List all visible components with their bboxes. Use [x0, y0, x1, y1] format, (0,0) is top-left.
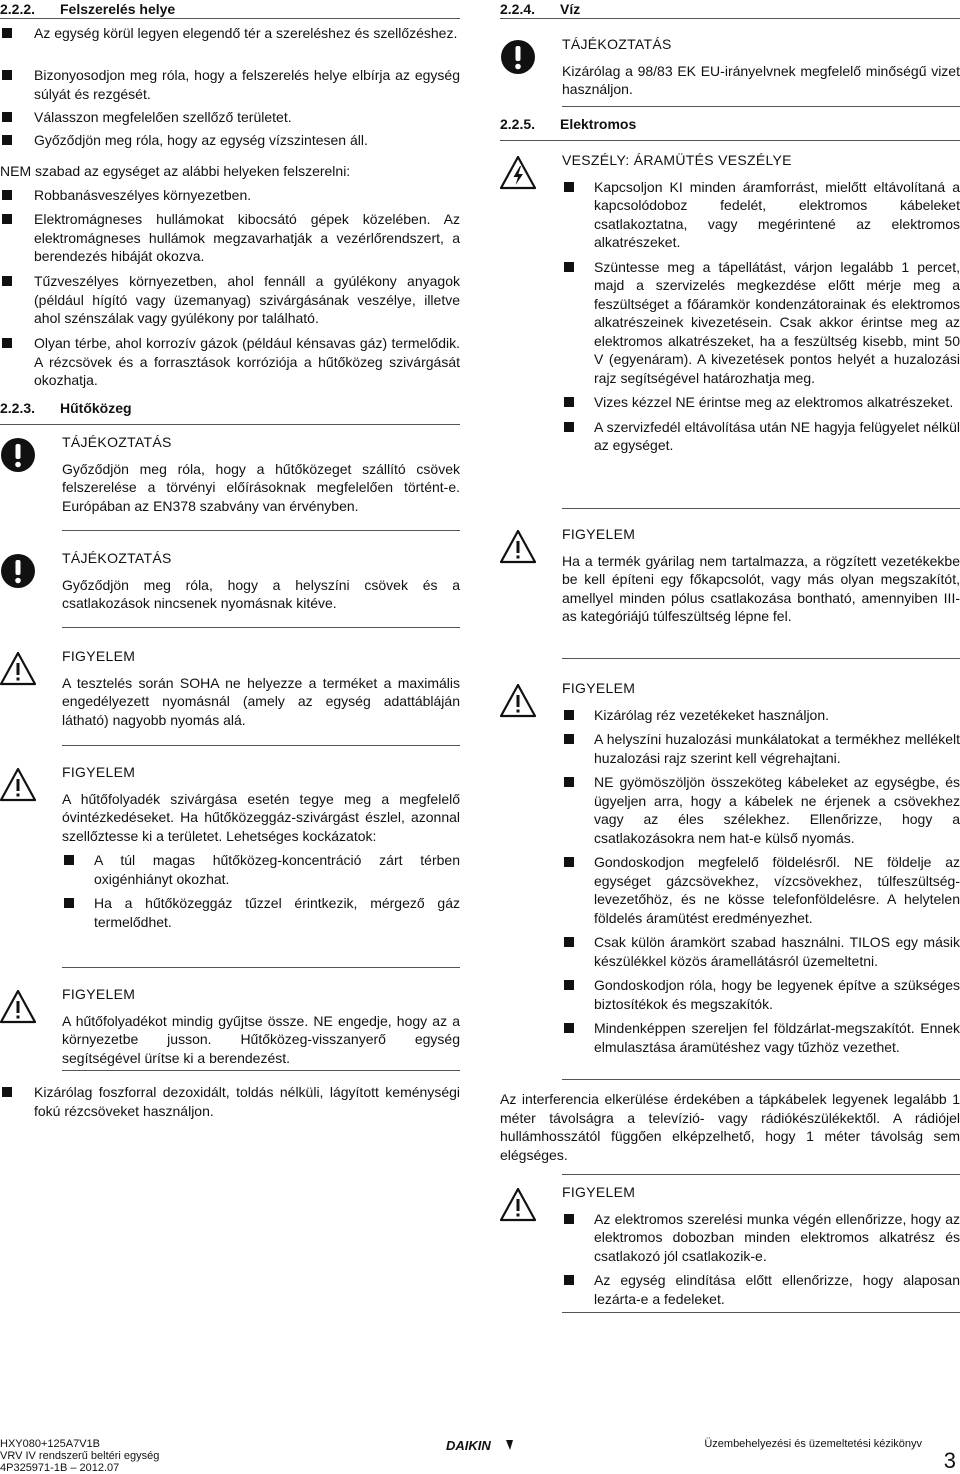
notice-body: Kizárólag a 98/83 EK EU-irányelvnek megfelelő minőségű vizet használjon. — [562, 62, 960, 97]
notice-box — [500, 525, 960, 626]
product-name: VRV IV rendszerű beltéri egység — [0, 1450, 160, 1462]
list-item: A helyszíni huzalozási munkálatokat a termékhez mellékelt huzalozási rajz szerint kell végrehajtani. — [562, 730, 960, 767]
list-item: Bizonyosodjon meg róla, hogy a felszerelés helye elbírja az egység súlyát és rezgését. — [0, 66, 460, 103]
document-code: 4P325971-1B – 2012.07 — [0, 1462, 120, 1474]
list-item: Az elektromos szerelési munka végén ellenőrizze, hogy az elektromos dobozban minden elektromos alkatrész és csatlakozó jól csatlakozik-e. — [562, 1210, 960, 1266]
brand-text: DAIKIN — [446, 1438, 491, 1452]
list-item: Kapcsoljon KI minden áramforrást, mielőtt eltávolítaná a kapcsolódoboz fedelét, elektromos kábeleket csatlakoztatna, vagy megérintené az elektromos alkatrészeket. — [562, 178, 960, 252]
footer-left — [0, 1438, 159, 1474]
notice-body: A tesztelés során SOHA ne helyezze a terméket a maximális engedélyezett nyomásnál (amely az egység adattábláján látható) nagyobb nyomás alá. — [62, 674, 460, 728]
list-item: Vizes kézzel NE érintse meg az elektromos alkatrészeket. — [562, 393, 960, 412]
notice-title: FIGYELEM — [562, 680, 636, 696]
exclamation-circle-icon — [500, 39, 536, 75]
list-item: Csak külön áramkört szabad használni. TILOS egy másik készülékkel közös áramellátásról üzemeltetni. — [562, 933, 960, 970]
section-title: Felszerelés helye — [60, 1, 176, 17]
warning-triangle-icon — [500, 529, 536, 565]
model-number: HXY080+125A7V1B — [0, 1438, 100, 1450]
divider — [62, 530, 460, 531]
notice-box — [500, 151, 960, 455]
notice-box — [0, 647, 460, 729]
divider — [562, 1079, 960, 1080]
paragraph: NEM szabad az egységet az alábbi helyeken felszerelni: — [0, 163, 351, 179]
electric-shock-triangle-icon — [500, 155, 536, 191]
manual-title: Üzembehelyezési és üzemeltetési kézikönyv — [704, 1438, 922, 1450]
list-item: NE gyömöszöljön összeköteg kábeleket az egységbe, és ügyeljen arra, hogy a kábelek ne érjenek a csövekhez vagy az éles szélekhez. Ellenőrizze, hogy a csatlakozásokra nem hat-e külső nyomás. — [562, 773, 960, 847]
notice-box — [500, 1183, 960, 1308]
paragraph: Az interferencia elkerülése érdekében a tápkábelek legyenek legalább 1 méter távolságra a televízió- vagy rádiókészülékektől. A rádiójel hullámhosszától függően elképzelhető, hogy 1 méter távolság sem elégséges. — [500, 1091, 960, 1163]
notice-title: TÁJÉKOZTATÁS — [562, 36, 672, 52]
list-item: Gondoskodjon megfelelő földelésről. NE földelje az egységet gázcsövekhez, vízcsövekhez, túlfeszültség-levezetőhöz, és ne kösse telefonföldelésre. A helytelen földelés áramütést eredményezhet. — [562, 853, 960, 927]
notice-box — [0, 433, 460, 515]
list-item: Tűzveszélyes környezetben, ahol fennáll a gyúlékony anyagok (például hígító vagy üzemanyag) szivárgásának veszélye, illetve ahol szénszálak vagy gyúlékony por található. — [0, 272, 460, 328]
divider — [500, 18, 960, 19]
section-number: 2.2.2. — [0, 1, 36, 17]
section-2-2-5-heading — [500, 115, 636, 133]
list-item: A túl magas hűtőközeg-koncentráció zárt térben oxigénhiányt okozhat. — [62, 851, 460, 888]
notice-title: FIGYELEM — [62, 648, 136, 664]
divider — [62, 967, 460, 968]
notice-title: FIGYELEM — [62, 764, 136, 780]
section-title: Hűtőközeg — [60, 400, 132, 416]
section-2-2-2-heading — [0, 0, 175, 18]
divider — [562, 1174, 960, 1175]
page-footer — [0, 1436, 960, 1474]
list-item: Az egység körül legyen elegendő tér a szereléshez és szellőzéshez. — [0, 24, 460, 43]
list-item: Mindenképpen szereljen fel földzárlat-megszakítót. Ennek elmulasztása áramütéshez vagy tűzhöz vezethet. — [562, 1019, 960, 1056]
notice-body: A hűtőfolyadékot mindig gyűjtse össze. NE engedje, hogy az a környezetbe jusson. Hűtőközeg-visszanyerő egység segítségével ürítse ki a berendezést. — [62, 1012, 460, 1066]
list-item: Kizárólag réz vezetékeket használjon. — [562, 706, 960, 725]
warning-triangle-icon — [0, 989, 36, 1025]
notice-body: A hűtőfolyadék szivárgása esetén tegye meg a megfelelő óvintézkedéseket. Ha hűtőközeggáz-szivárgást észlel, azonnal szellőztesse ki a területet. Lehetséges kockázatok: — [62, 790, 460, 844]
section-2-2-3-heading — [0, 399, 132, 417]
section-title: Elektromos — [560, 116, 637, 132]
daikin-logo — [446, 1438, 514, 1452]
divider — [62, 627, 460, 628]
list-item: Válasszon megfelelően szellőző területet. — [0, 108, 460, 127]
notice-box — [0, 763, 460, 931]
exclamation-circle-icon — [0, 553, 36, 589]
section-number: 2.2.5. — [500, 116, 536, 132]
divider — [562, 658, 960, 659]
warning-triangle-icon — [0, 651, 36, 687]
list-item: Szüntesse meg a tápellátást, várjon legalább 1 percet, majd a szervizelés megkezdése előtt mérje meg a feszültséget a főáramkör kondenzátorainak és elektromos alkatrészeinek kivezetésein. Csak akkor érintse meg az elektromos alkatrészeket, ha a feszültség kisebb, mint 50 V (egyenáram). A kivezetések pontos helyét a huzalozási rajz segítségével határozhatja meg. — [562, 258, 960, 388]
divider — [562, 106, 960, 107]
notice-box — [500, 35, 960, 99]
list-item: Robbanásveszélyes környezetben. — [0, 186, 460, 205]
list-item: Az egység elindítása előtt ellenőrizze, hogy alaposan lezárta-e a fedeleket. — [562, 1271, 960, 1308]
list-item: Kizárólag foszforral dezoxidált, toldás nélküli, lágyított keménységi fokú rézcsöveket használjon. — [0, 1083, 460, 1120]
notice-title: FIGYELEM — [562, 1184, 636, 1200]
warning-triangle-icon — [500, 683, 536, 719]
notice-body: Győződjön meg róla, hogy a helyszíni csövek és a csatlakozások nincsenek nyomásnak kitéve. — [62, 576, 460, 611]
notice-title: TÁJÉKOZTATÁS — [62, 550, 172, 566]
notice-body: Győződjön meg róla, hogy a hűtőközeget szállító csövek felszerelése a törvényi előírásoknak megfelelően történt-e. Európában az EN378 szabvány van érvényben. — [62, 460, 460, 514]
divider — [0, 18, 460, 19]
notice-box — [0, 985, 460, 1067]
notice-box — [0, 549, 460, 613]
section-2-2-4-heading — [500, 0, 580, 18]
divider — [562, 1312, 960, 1313]
notice-body: Ha a termék gyárilag nem tartalmazza, a rögzített vezetékekbe be kell építeni egy főkapcsolót, vagy más olyan megszakítót, amellyel minden pólus csatlakozása bontható, amennyiben III-as kategóriájú túlfeszültség lépne fel. — [562, 552, 960, 624]
divider — [562, 508, 960, 509]
notice-title: VESZÉLY: ÁRAMÜTÉS VESZÉLYE — [562, 152, 792, 168]
divider — [62, 1070, 460, 1071]
section-number: 2.2.4. — [500, 1, 536, 17]
divider — [0, 424, 460, 425]
list-item: Győződjön meg róla, hogy az egység vízszintesen áll. — [0, 131, 460, 150]
notice-box — [500, 679, 960, 1056]
section-number: 2.2.3. — [0, 400, 36, 416]
notice-title: FIGYELEM — [562, 526, 636, 542]
list-item: A szervizfedél eltávolítása után NE hagyja felügyelet nélkül az egységet. — [562, 418, 960, 455]
list-item: Ha a hűtőközeggáz tűzzel érintkezik, mérgező gáz termelődhet. — [62, 894, 460, 931]
list-item: Olyan térbe, ahol korrozív gázok (például kénsavas gáz) termelődik. A rézcsövek és a forrasztások korróziója a hűtőközeg szivárgását okozhatja. — [0, 334, 460, 390]
page-number: 3 — [943, 1448, 956, 1473]
exclamation-circle-icon — [0, 437, 36, 473]
list-item: Elektromágneses hullámokat kibocsátó gépek közelében. Az elektromágneses hullámok megzavarhatják a vezérlőrendszert, a berendezés hibáját okozva. — [0, 210, 460, 266]
warning-triangle-icon — [0, 767, 36, 803]
divider — [500, 140, 960, 141]
notice-title: FIGYELEM — [62, 986, 136, 1002]
notice-title: TÁJÉKOZTATÁS — [62, 434, 172, 450]
section-title: Víz — [560, 1, 581, 17]
list-item: Gondoskodjon róla, hogy be legyenek építve a szükséges biztosítékok és megszakítók. — [562, 976, 960, 1013]
warning-triangle-icon — [500, 1187, 536, 1223]
divider — [62, 745, 460, 746]
